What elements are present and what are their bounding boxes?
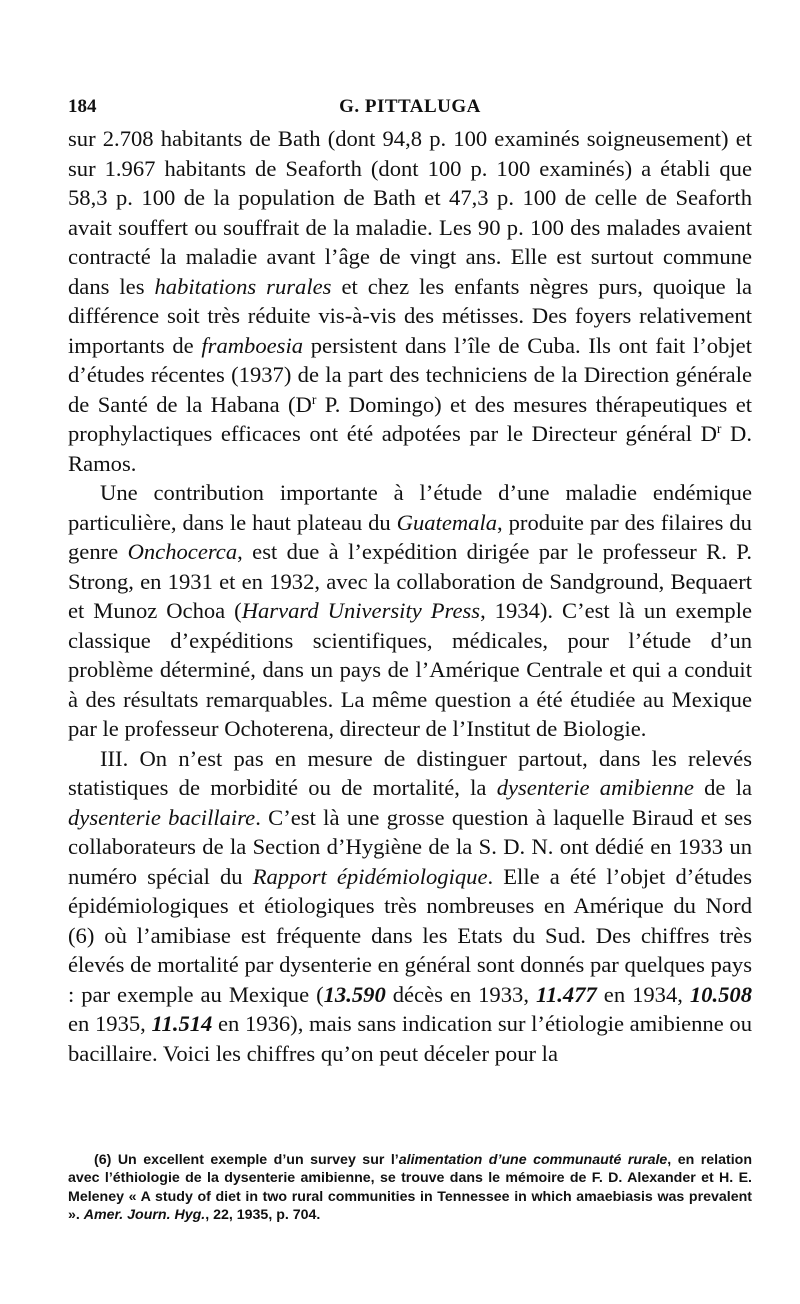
text-run: . Elle a été l’objet d’études épidémiologiques et étiologiques très nombreuses en Amérique du Nord (6) où l’amibiase est fréquente dans les Etats du Sud. Des chiffres très élevés de mortalité par dysenterie en général sont donnés par quelques pays : par exemple au Mexique (	[68, 863, 753, 1007]
text-run: , 1934). C’est là un exemple classique d’expéditions scientifiques, médicales, pour l’étude d’un problème déterminé, dans un pays de l’Amérique Centrale et qui a conduit à des résultats remarquables. La même question a été étudiée au Mexique par le professeur Ochoterena, directeur de l’Institut de Biologie.	[68, 598, 753, 741]
running-header	[68, 88, 752, 124]
footnote-area	[68, 1151, 752, 1225]
italic-run: Onchocerca	[127, 539, 238, 564]
italic-run: dysenterie amibienne	[496, 775, 694, 800]
italic-run: Amer. Journ. Hyg.	[83, 1207, 206, 1224]
italic-run: Guatemala	[396, 509, 498, 535]
text-run: de la	[693, 775, 752, 800]
text-run: en 1936), mais sans indication sur l’étiologie amibienne ou bacillaire. Voici les chiffres qu’on peut déceler pour la	[68, 1011, 752, 1066]
footnote-6	[68, 1151, 752, 1225]
text-run: , produite par des filaires du genre	[68, 509, 752, 564]
running-title: G. PITTALUGA	[339, 96, 481, 117]
text-run: sur 2.708 habitants de Bath (dont 94,8 p. 100 examinés soigneusement) et sur 1.967 habitants de Seaforth (dont 100 p. 100 examinés) a établi que 58,3 p. 100 de la population de Bath et 47,3 p. 100 de celle de Seaforth avait souffert ou souffrait de la maladie. Les 90 p. 100 des malades avaient contracté la maladie avant l’âge de vingt ans. Elle est surtout commune dans les	[68, 126, 752, 299]
text-run: D. Ramos.	[68, 421, 752, 476]
text-run: persistent dans l’île de Cuba. Ils ont fait l’objet d’études récentes (1937) de la part des techniciens de la Direction générale de Santé de la Habana (D	[68, 332, 752, 417]
text-run: Une contribution importante à l’étude d’une maladie endémique particulière, dans le haut plateau du	[68, 480, 752, 535]
italic-run: alimentation d’une communauté rurale	[398, 1152, 668, 1168]
italic-number: 10.508	[689, 981, 753, 1007]
text-run: , 22, 1935, p. 704.	[205, 1207, 321, 1224]
italic-run: Harvard University Press	[241, 598, 481, 623]
italic-number: 11.477	[535, 981, 597, 1007]
italic-run: dysenterie bacillaire	[68, 804, 256, 830]
paragraph-2	[68, 478, 752, 744]
text-run: (6) Un excellent exemple d’un survey sur l’	[94, 1152, 399, 1168]
text-run: en 1934,	[596, 981, 690, 1007]
text-run: et chez les enfants nègres purs, quoique la différence soit très réduite vis-à-vis des métisses. Des foyers relativement importants de	[68, 273, 753, 358]
italic-run: framboesia	[201, 332, 304, 358]
superscript: r	[311, 391, 317, 407]
italic-number: 11.514	[151, 1011, 213, 1036]
page-number: 184	[68, 96, 97, 117]
text-run: , est due à l’expédition dirigée par le professeur R. P. Strong, en 1931 et en 1932, avec la collaboration de Sandground, Bequaert et Munoz Ochoa (	[68, 539, 752, 623]
main-text	[68, 124, 752, 1068]
text-run: P. Domingo) et des mesures thérapeutiques et prophylactiques efficaces ont été adpotées par le Directeur général D	[68, 391, 753, 446]
italic-run: habitations rurales	[154, 273, 332, 299]
section-label: III.	[100, 745, 129, 771]
italic-run: Rapport épidémiologique	[252, 863, 488, 889]
text-run: décès en 1933,	[385, 981, 536, 1007]
text-run: en 1935,	[68, 1011, 152, 1036]
superscript: r	[716, 420, 722, 436]
italic-number: 13.590	[323, 981, 386, 1007]
paragraph-3	[68, 744, 752, 1069]
text-run: , en relation avec l’éthiologie de la dysenterie amibienne, se trouve dans le mémoire de F. D. Alexander et H. E. Meleney « A study of diet in two rural communities in Tennessee in which amaebiasis was prevalent ».	[68, 1152, 752, 1224]
paragraph-1	[68, 124, 752, 478]
book-page	[68, 88, 753, 1224]
text-run: . C’est là une grosse question à laquelle Biraud et ses collaborateurs de la Section d’Hygiène de la S. D. N. ont dédié en 1933 un numéro spécial du	[68, 804, 752, 889]
text-run: On n’est pas en mesure de distinguer partout, dans les relevés statistiques de morbidité ou de mortalité, la	[68, 745, 752, 800]
